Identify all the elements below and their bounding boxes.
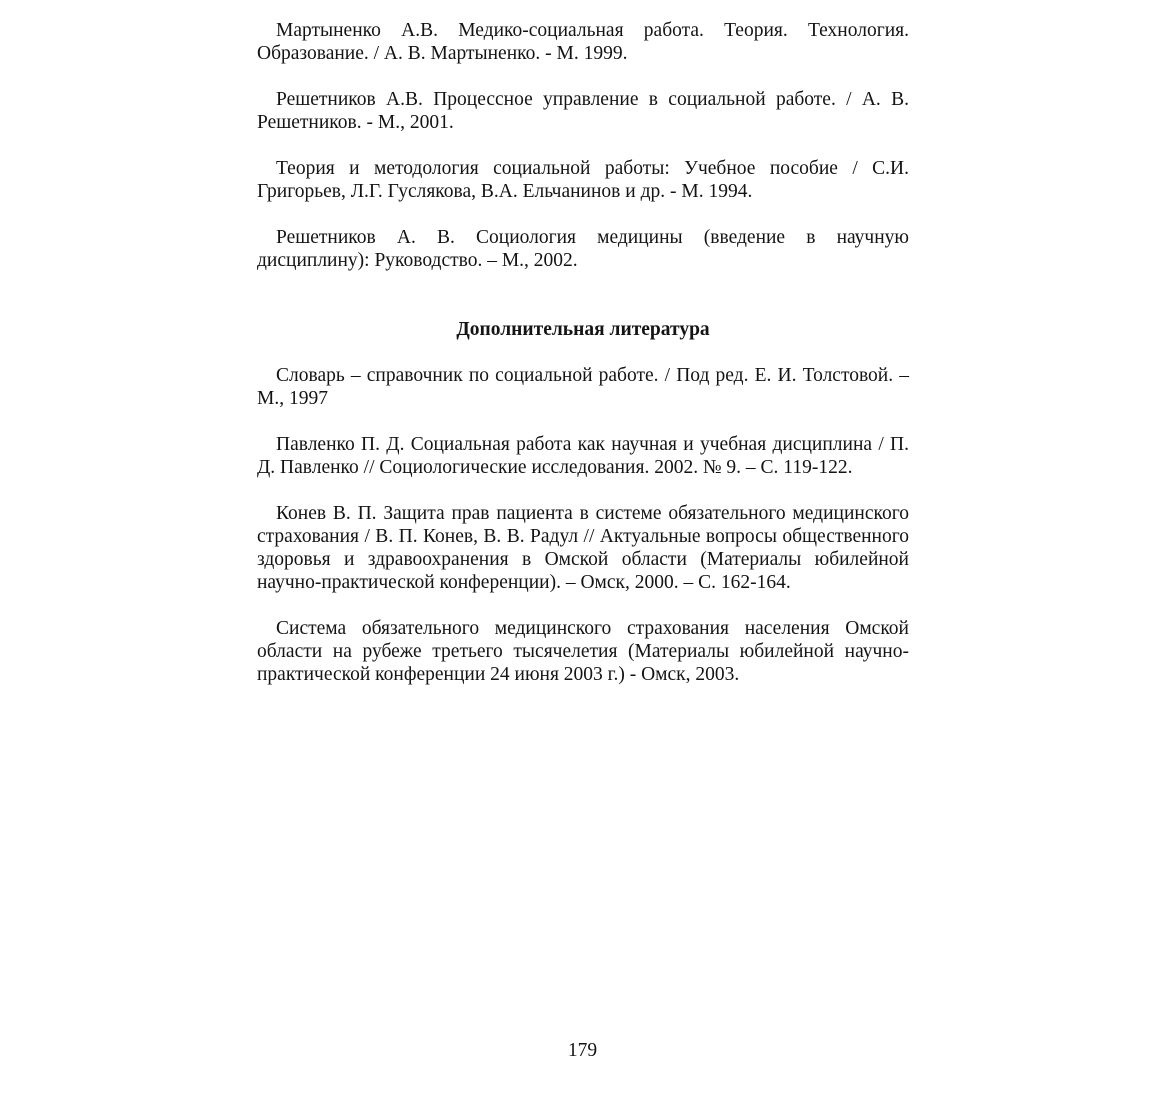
reference-entry-reshetnikov-management: Решетников А.В. Процессное управление в социальной работе. / А. В. Решетников. - М., 2001. [257, 89, 909, 133]
reference-entry-dictionary: Словарь – справочник по социальной работе. / Под ред. Е. И. Толстовой. – М., 1997 [257, 365, 909, 409]
reference-entry-pavlenko: Павленко П. Д. Социальная работа как научная и учебная дисциплина / П. Д. Павленко // Социологические исследования. 2002. № 9. – С. 119-122. [257, 434, 909, 478]
page-number: 179 [567, 1040, 598, 1061]
reference-entry-reshetnikov-sociology: Решетников А. В. Социология медицины (введение в научную дисциплину): Руководство. – М., 2002. [257, 227, 909, 271]
reference-entry-martynenko: Мартыненко А.В. Медико-социальная работа. Теория. Технология. Образование. / А. В. Мартыненко. - М. 1999. [257, 20, 909, 64]
reference-entry-theory-methodology: Теория и методология социальной работы: Учебное пособие / С.И. Григорьев, Л.Г. Гуслякова, В.А. Ельчанинов и др. - М. 1994. [257, 158, 909, 202]
reference-entry-konev: Конев В. П. Защита прав пациента в системе обязательного медицинского страхования / В. П. Конев, В. В. Радул // Актуальные вопросы общественного здоровья и здравоохранения в Омской области (Материалы юбилейной научно-практической конференции). – Омск, 2000. – С. 162-164. [257, 503, 909, 593]
section-heading-additional-literature: Дополнительная литература [456, 319, 710, 340]
reference-entry-oms-system: Система обязательного медицинского страхования населения Омской области на рубеже третьего тысячелетия (Материалы юбилейной научно-практической конференции 24 июня 2003 г.) - Омск, 2003. [257, 618, 909, 685]
text-column [257, 19, 909, 686]
